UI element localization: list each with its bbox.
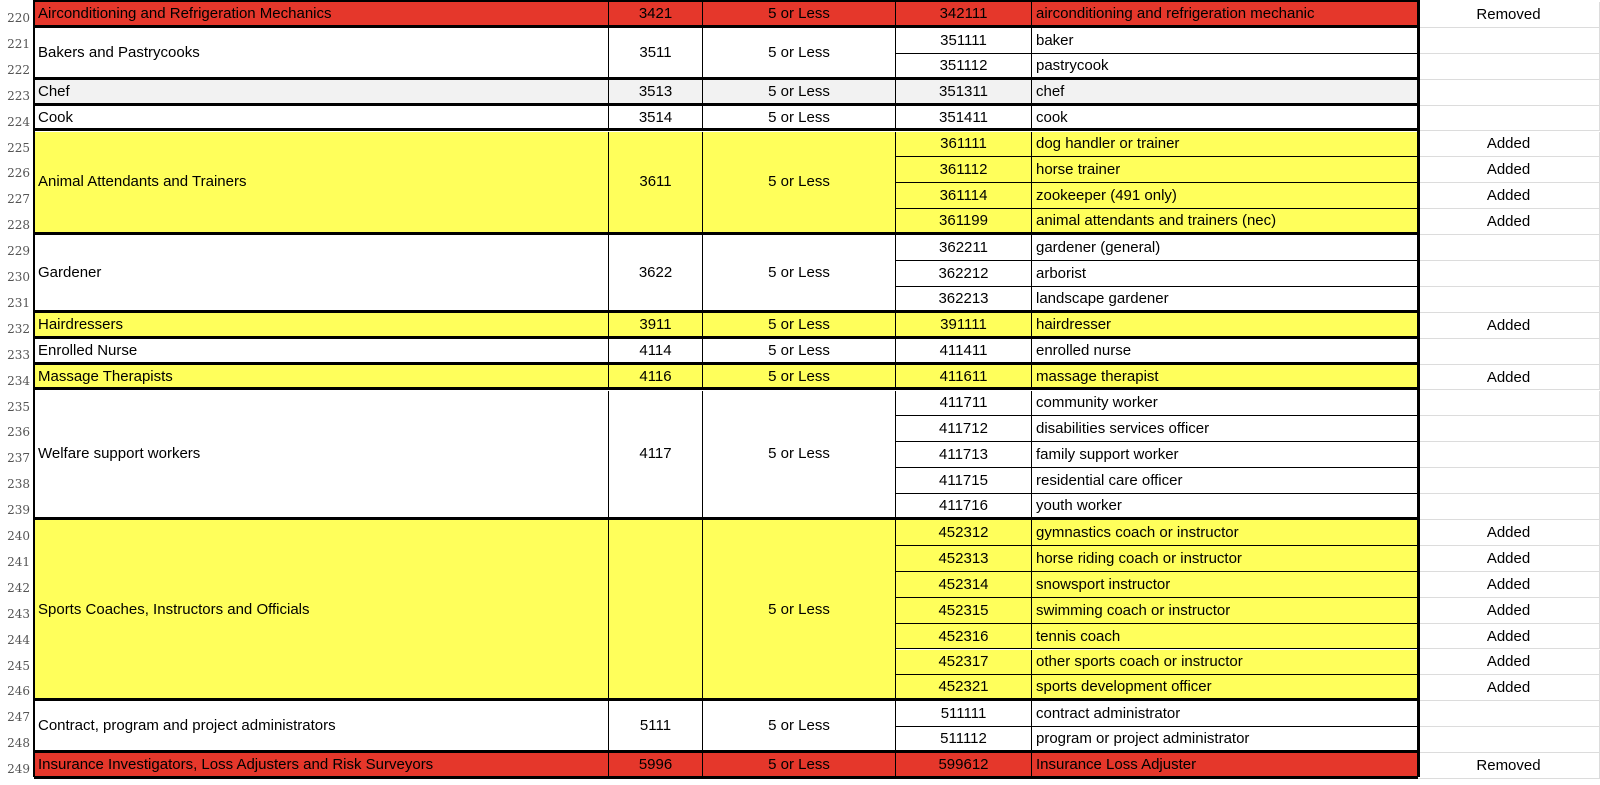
status-cell[interactable] (1418, 235, 1600, 261)
row-number[interactable]: 228 (7, 218, 30, 233)
status-cell[interactable]: Added (1418, 209, 1600, 235)
occupation-group-code[interactable]: 3514 (609, 106, 703, 132)
occupation-name[interactable]: Insurance Loss Adjuster (1032, 753, 1418, 779)
group-size[interactable]: 5 or Less (703, 132, 896, 236)
occupation-name[interactable]: tennis coach (1032, 624, 1418, 650)
occupation-code[interactable]: 411716 (896, 494, 1032, 520)
occupation-group-title[interactable]: Airconditioning and Refrigeration Mechanics (34, 2, 609, 28)
status-cell[interactable]: Added (1418, 157, 1600, 183)
occupation-group-code[interactable] (609, 520, 703, 701)
row-number[interactable]: 243 (7, 606, 30, 621)
occupation-group-code[interactable]: 5111 (609, 701, 703, 753)
group-size[interactable]: 5 or Less (703, 313, 896, 339)
occupation-code[interactable]: 411713 (896, 442, 1032, 468)
occupation-group-code[interactable]: 3911 (609, 313, 703, 339)
row-number[interactable]: 224 (7, 114, 30, 129)
status-cell[interactable] (1418, 442, 1600, 468)
occupation-group-code[interactable]: 4117 (609, 391, 703, 521)
row-number[interactable]: 229 (7, 244, 30, 259)
status-cell[interactable]: Removed (1418, 753, 1600, 779)
occupation-name[interactable]: family support worker (1032, 442, 1418, 468)
row-number[interactable]: 241 (7, 554, 30, 569)
occupation-name[interactable]: gymnastics coach or instructor (1032, 520, 1418, 546)
occupation-name[interactable]: arborist (1032, 261, 1418, 287)
row-number[interactable]: 237 (7, 451, 30, 466)
group-size[interactable]: 5 or Less (703, 80, 896, 106)
group-size[interactable]: 5 or Less (703, 701, 896, 753)
row-number[interactable]: 226 (7, 166, 30, 181)
row-number[interactable]: 239 (7, 503, 30, 518)
occupation-code[interactable]: 411715 (896, 468, 1032, 494)
occupation-name[interactable]: massage therapist (1032, 365, 1418, 391)
occupation-name[interactable]: horse trainer (1032, 157, 1418, 183)
row-number[interactable]: 225 (7, 140, 30, 155)
row-number[interactable]: 230 (7, 270, 30, 284)
status-cell[interactable]: Added (1418, 520, 1600, 546)
status-cell[interactable] (1418, 727, 1600, 753)
row-number[interactable]: 247 (7, 710, 30, 725)
occupation-group-title[interactable]: Enrolled Nurse (34, 339, 609, 365)
group-size[interactable]: 5 or Less (703, 235, 896, 313)
group-size[interactable]: 5 or Less (703, 2, 896, 28)
occupation-group-title[interactable]: Chef (34, 80, 609, 106)
occupation-code[interactable]: 351311 (896, 80, 1032, 106)
occupation-group-code[interactable]: 3611 (609, 132, 703, 236)
occupation-name[interactable]: hairdresser (1032, 313, 1418, 339)
occupation-code[interactable]: 351411 (896, 106, 1032, 132)
occupation-code[interactable]: 411712 (896, 416, 1032, 442)
occupation-name[interactable]: animal attendants and trainers (nec) (1032, 209, 1418, 235)
occupation-name[interactable]: zookeeper (491 only) (1032, 183, 1418, 209)
occupation-group-code[interactable]: 3511 (609, 28, 703, 80)
status-cell[interactable]: Added (1418, 675, 1600, 701)
status-cell[interactable] (1418, 339, 1600, 365)
row-number[interactable]: 249 (7, 762, 30, 777)
row-number[interactable]: 246 (7, 684, 30, 699)
occupation-name[interactable]: baker (1032, 28, 1418, 54)
status-cell[interactable] (1418, 391, 1600, 417)
occupation-code[interactable]: 452317 (896, 650, 1032, 676)
occupation-name[interactable]: program or project administrator (1032, 727, 1418, 753)
occupation-group-title[interactable]: Bakers and Pastrycooks (34, 28, 609, 80)
status-cell[interactable] (1418, 80, 1600, 106)
occupation-code[interactable]: 351111 (896, 28, 1032, 54)
occupation-name[interactable]: residential care officer (1032, 468, 1418, 494)
status-cell[interactable] (1418, 701, 1600, 727)
status-cell[interactable]: Removed (1418, 2, 1600, 28)
group-size[interactable]: 5 or Less (703, 106, 896, 132)
occupation-code[interactable]: 452312 (896, 520, 1032, 546)
occupation-code[interactable]: 351112 (896, 54, 1032, 80)
occupation-group-title[interactable]: Insurance Investigators, Loss Adjusters and Risk Surveyors (34, 753, 609, 779)
occupation-code[interactable]: 599612 (896, 753, 1032, 779)
row-number[interactable]: 223 (7, 88, 30, 103)
status-cell[interactable] (1418, 106, 1600, 132)
status-cell[interactable]: Added (1418, 624, 1600, 650)
occupation-name[interactable]: dog handler or trainer (1032, 132, 1418, 158)
occupation-name[interactable]: youth worker (1032, 494, 1418, 520)
table-right-border (1417, 0, 1420, 777)
occupation-name[interactable]: sports development officer (1032, 675, 1418, 701)
occupation-code[interactable]: 361199 (896, 209, 1032, 235)
status-cell[interactable] (1418, 54, 1600, 80)
occupation-name[interactable]: snowsport instructor (1032, 572, 1418, 598)
status-cell[interactable]: Added (1418, 132, 1600, 158)
row-number[interactable]: 238 (7, 477, 30, 492)
status-cell[interactable]: Added (1418, 572, 1600, 598)
group-size[interactable]: 5 or Less (703, 753, 896, 779)
status-cell[interactable] (1418, 494, 1600, 520)
occupation-name[interactable]: swimming coach or instructor (1032, 598, 1418, 624)
occupation-code[interactable]: 452315 (896, 598, 1032, 624)
row-number[interactable]: 240 (7, 529, 30, 543)
occupation-name[interactable]: other sports coach or instructor (1032, 650, 1418, 676)
group-size[interactable]: 5 or Less (703, 365, 896, 391)
row-number[interactable]: 233 (7, 347, 30, 362)
occupation-group-title[interactable]: Massage Therapists (34, 365, 609, 391)
status-cell[interactable] (1418, 468, 1600, 494)
row-number[interactable]: 220 (7, 11, 30, 25)
occupation-group-code[interactable]: 3421 (609, 2, 703, 28)
occupation-name[interactable]: contract administrator (1032, 701, 1418, 727)
status-cell[interactable]: Added (1418, 365, 1600, 391)
group-size[interactable]: 5 or Less (703, 520, 896, 701)
status-cell[interactable] (1418, 261, 1600, 287)
occupation-code[interactable]: 411611 (896, 365, 1032, 391)
table-top-border (33, 0, 1420, 2)
occupation-code[interactable]: 452316 (896, 624, 1032, 650)
occupation-code[interactable]: 361112 (896, 157, 1032, 183)
occupation-code[interactable]: 452321 (896, 675, 1032, 701)
row-number[interactable]: 235 (7, 399, 30, 414)
occupation-name[interactable]: disabilities services officer (1032, 416, 1418, 442)
occupation-name[interactable]: landscape gardener (1032, 287, 1418, 313)
occupation-code[interactable]: 511112 (896, 727, 1032, 753)
occupation-name[interactable]: enrolled nurse (1032, 339, 1418, 365)
status-cell[interactable]: Added (1418, 650, 1600, 676)
status-cell[interactable]: Added (1418, 183, 1600, 209)
table-left-border (33, 0, 35, 777)
occupation-code[interactable]: 411711 (896, 391, 1032, 417)
occupation-code[interactable]: 362213 (896, 287, 1032, 313)
row-number[interactable]: 242 (7, 580, 30, 595)
occupation-code[interactable]: 361111 (896, 132, 1032, 158)
occupation-group-title[interactable]: Sports Coaches, Instructors and Officials (34, 520, 609, 701)
occupation-group-code[interactable]: 5996 (609, 753, 703, 779)
status-cell[interactable] (1418, 287, 1600, 313)
row-number[interactable]: 236 (7, 425, 30, 440)
occupation-group-title[interactable]: Hairdressers (34, 313, 609, 339)
occupation-code[interactable]: 342111 (896, 2, 1032, 28)
status-cell[interactable]: Added (1418, 313, 1600, 339)
occupation-group-title[interactable]: Gardener (34, 235, 609, 313)
occupation-group-code[interactable]: 3513 (609, 80, 703, 106)
occupation-code[interactable]: 362212 (896, 261, 1032, 287)
occupation-group-code[interactable]: 3622 (609, 235, 703, 313)
occupation-code[interactable]: 452313 (896, 546, 1032, 572)
occupation-group-code[interactable]: 4114 (609, 339, 703, 365)
status-cell[interactable]: Added (1418, 598, 1600, 624)
row-number[interactable]: 232 (7, 321, 30, 336)
occupation-name[interactable]: pastrycook (1032, 54, 1418, 80)
occupation-code[interactable]: 511111 (896, 701, 1032, 727)
row-number[interactable]: 245 (7, 658, 30, 673)
occupation-group-title[interactable]: Welfare support workers (34, 391, 609, 521)
occupation-name[interactable]: airconditioning and refrigeration mechanic (1032, 2, 1418, 28)
occupation-name[interactable]: gardener (general) (1032, 235, 1418, 261)
occupation-code[interactable]: 452314 (896, 572, 1032, 598)
occupation-code[interactable]: 361114 (896, 183, 1032, 209)
occupation-name[interactable]: chef (1032, 80, 1418, 106)
row-number[interactable]: 234 (7, 373, 30, 388)
row-number[interactable]: 221 (7, 36, 30, 51)
occupation-group-title[interactable]: Animal Attendants and Trainers (34, 132, 609, 236)
occupation-name[interactable]: community worker (1032, 391, 1418, 417)
occupation-name[interactable]: horse riding coach or instructor (1032, 546, 1418, 572)
occupation-code[interactable]: 362211 (896, 235, 1032, 261)
status-cell[interactable] (1418, 28, 1600, 54)
status-cell[interactable] (1418, 416, 1600, 442)
row-number[interactable]: 222 (7, 62, 30, 77)
occupation-code[interactable]: 411411 (896, 339, 1032, 365)
occupation-group-code[interactable]: 4116 (609, 365, 703, 391)
row-number[interactable]: 244 (7, 632, 30, 647)
occupation-name[interactable]: cook (1032, 106, 1418, 132)
occupation-group-title[interactable]: Cook (34, 106, 609, 132)
occupation-code[interactable]: 391111 (896, 313, 1032, 339)
row-number[interactable]: 248 (7, 736, 30, 751)
group-size[interactable]: 5 or Less (703, 339, 896, 365)
row-number[interactable]: 227 (7, 192, 30, 207)
status-cell[interactable]: Added (1418, 546, 1600, 572)
group-size[interactable]: 5 or Less (703, 391, 896, 521)
occupation-group-title[interactable]: Contract, program and project administrators (34, 701, 609, 753)
group-size[interactable]: 5 or Less (703, 28, 896, 80)
row-number[interactable]: 231 (7, 295, 30, 310)
